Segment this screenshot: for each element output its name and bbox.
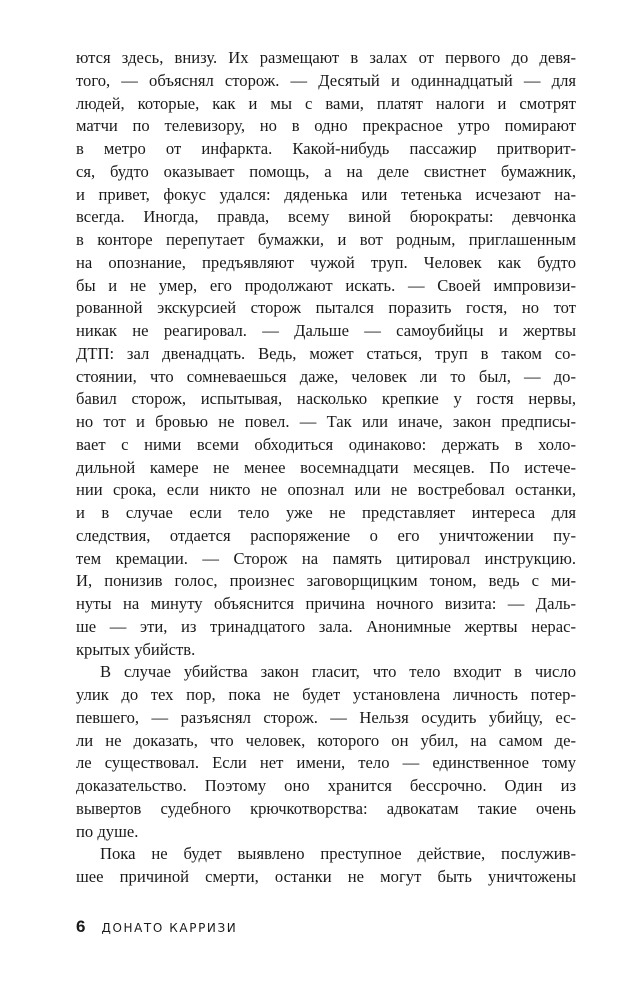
- text-line: улик до тех пор, пока не будет установлена личность потер-: [76, 685, 576, 704]
- text-line: доказательство. Поэтому оно хранится бессрочно. Один из: [76, 776, 576, 795]
- page-number: 6: [76, 917, 86, 936]
- text-line: людей, которые, как и мы с вами, платят налоги и смотрят: [76, 93, 576, 113]
- text-line: в конторе перепутает бумажки, и вот родным, приглашенным: [76, 230, 576, 249]
- text-line: шее причиной смерти, останки не могут быть уничтожены: [76, 867, 576, 886]
- text-line: но тот и бровью не повел. — Так или иначе, закон предписы-: [76, 412, 576, 431]
- text-line: дильной камере не менее восемнадцати месяцев. По истече-: [76, 457, 576, 477]
- paragraph: [76, 47, 576, 661]
- text-line: нуты на минуту объяснится причина ночного визита: — Даль-: [76, 594, 576, 613]
- text-line: никак не реагировал. — Дальше — самоубийцы и жертвы: [76, 321, 576, 340]
- running-head-author: ДОНАТО КАРРИЗИ: [101, 921, 238, 935]
- page-footer: [76, 917, 237, 939]
- text-line: того, — объяснял сторож. — Десятый и одиннадцатый — для: [76, 70, 576, 90]
- text-line: стоянии, что сомневаешься даже, человек ли то был, — до-: [76, 366, 576, 386]
- paragraph: [76, 843, 576, 889]
- text-line: ле существовал. Если нет имени, тело — единственное тому: [76, 753, 576, 773]
- text-line: ли не доказать, что человек, которого он убил, на самом де-: [76, 730, 576, 750]
- body-text: [76, 47, 576, 889]
- text-line: всегда. Иногда, правда, всему виной бюрократы: девчонка: [76, 207, 576, 227]
- text-line: бы и не умер, его продолжают искать. — Своей импровизи-: [76, 275, 576, 295]
- text-line: крытых убийств.: [76, 639, 196, 659]
- text-line: рованной экскурсией сторож пытался поразить гостя, но тот: [76, 298, 576, 318]
- text-line: ся, будто оказывает помощь, а на деле свистнет бумажник,: [76, 161, 576, 181]
- text-line: вывертов судебного крючкотворства: адвокатам такие очень: [76, 798, 576, 818]
- text-line: по душе.: [76, 821, 139, 841]
- text-line: и привет, фокус удался: дяденька или тетенька исчезают на-: [76, 184, 576, 204]
- text-line: следствия, отдается распоряжение о его уничтожении пу-: [76, 525, 576, 545]
- text-line: в метро от инфаркта. Какой-нибудь пассажир притворит-: [76, 139, 576, 158]
- text-line: ются здесь, внизу. Их размещают в залах от первого до девя-: [76, 48, 576, 67]
- text-line: и в случае если тело уже не представляет интереса для: [76, 503, 576, 522]
- text-line: бавил сторож, испытывая, насколько крепкие у гостя нервы,: [76, 389, 576, 409]
- text-line: певшего, — разъяснял сторож. — Нельзя осудить убийцу, ес-: [76, 707, 576, 727]
- text-line: вает с ними всеми обходиться одинаково: держать в холо-: [76, 434, 576, 454]
- text-line: И, понизив голос, произнес заговорщицким тоном, ведь с ми-: [76, 571, 576, 591]
- text-line: В случае убийства закон гласит, что тело входит в число: [100, 662, 576, 682]
- text-line: нии срока, если никто не опознал или не востребовал останки,: [76, 480, 576, 500]
- text-line: на опознание, предъявляют чужой труп. Человек как будто: [76, 252, 576, 272]
- text-line: Пока не будет выявлено преступное действие, послужив-: [100, 844, 576, 864]
- text-line: ше — эти, из тринадцатого зала. Анонимные жертвы нерас-: [76, 616, 576, 636]
- paragraph: [76, 661, 576, 843]
- text-line: тем кремации. — Сторож на память цитировал инструкцию.: [76, 548, 576, 568]
- text-line: матчи по телевизору, но в одно прекрасное утро помирают: [76, 116, 576, 136]
- text-line: ДТП: зал двенадцать. Ведь, может статься, труп в таком со-: [76, 343, 576, 363]
